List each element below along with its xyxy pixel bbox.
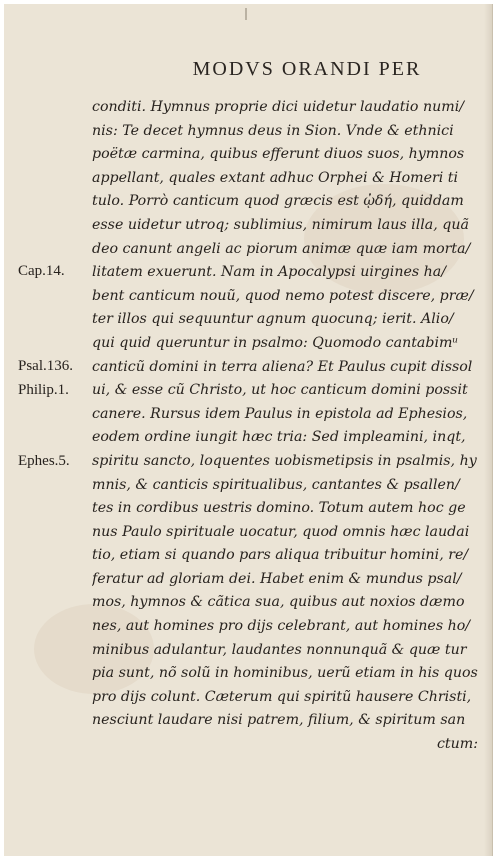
text-line: qui quid queruntur in psalmo: Quomodo cantabimᵘ <box>92 334 459 351</box>
text-line: canere. Rursus idem Paulus in epistola ad Ephesios, <box>92 405 468 422</box>
text-line: canticũ domini in terra aliena? Et Paulus cupit dissol <box>92 358 473 375</box>
text-line: conditi. Hymnus proprie dici uidetur laudatio numi/ <box>92 99 465 115</box>
text-line: appellant, quales extant adhuc Orphei & Homeri ti <box>92 169 459 186</box>
text-line: tulo. Porrò canticum quod græcis est ᾠδή, quiddam <box>92 193 464 210</box>
text-line: esse uidetur utroq; sublimius, nimirum laus illa, quã <box>92 216 469 233</box>
binding-mark <box>245 8 247 20</box>
margin-note-ephes5: Ephes.5. <box>18 453 70 469</box>
page-edge-shadow <box>484 4 492 856</box>
text-line: mos, hymnos & cãtica sua, quibus aut noxios dæmo <box>92 594 465 611</box>
text-line: minibus adulantur, laudantes nonnunquã & quæ tur <box>92 641 467 658</box>
text-line: nus Paulo spirituale uocatur, quod omnis hæc laudai <box>92 523 470 540</box>
text-line: tio, etiam si quando pars aliqua tribuitur homini, re/ <box>92 547 469 564</box>
book-page <box>4 4 493 856</box>
text-line: ter illos qui sequuntur agnum quocunq; ierit. Alio/ <box>92 311 454 328</box>
text-line: nis: Te decet hymnus deus in Sion. Vnde & ethnici <box>92 122 454 139</box>
margin-note-psal136: Psal.136. <box>18 358 74 374</box>
running-head: MODVS ORANDI PER <box>192 58 422 80</box>
text-line: bent canticum nouũ, quod nemo potest discere, præ/ <box>92 287 474 304</box>
text-line: poëtæ carmina, quibus efferunt diuos suos, hymnos <box>92 146 465 163</box>
text-line: mnis, & canticis spiritualibus, cantantes & psallen/ <box>92 476 460 493</box>
text-line: spiritu sancto, loquentes uobismetipsis in psalmis, hy <box>92 452 477 469</box>
body-text <box>92 96 484 757</box>
text-line: ui, & esse cũ Christo, ut hoc canticum domini possit <box>92 382 468 399</box>
text-line: feratur ad gloriam dei. Habet enim & mundus psal/ <box>92 570 462 587</box>
text-line: nes, aut homines pro dijs celebrant, aut homines ho/ <box>92 618 471 635</box>
text-line: deo canunt angeli ac piorum animæ quæ iam morta/ <box>92 240 471 257</box>
text-line: litatem exuerunt. Nam in Apocalypsi uirgines ha/ <box>92 264 447 281</box>
text-line: pia sunt, nõ solũ in hominibus, uerũ etiam in his quos <box>92 665 478 682</box>
text-line: pro dijs colunt. Cæterum qui spiritũ hausere Christi, <box>92 688 472 705</box>
text-line: eodem ordine iungit hæc tria: Sed impleamini, inqt, <box>92 429 466 446</box>
margin-note-cap14: Cap.14. <box>18 263 65 279</box>
margin-note-philip1: Philip.1. <box>18 382 69 398</box>
text-line: tes in cordibus uestris domino. Totum autem hoc ge <box>92 500 466 517</box>
text-line: nesciunt laudare nisi patrem, filium, & spiritum san <box>92 712 466 729</box>
text-line-catchword: ctum: <box>436 736 478 753</box>
